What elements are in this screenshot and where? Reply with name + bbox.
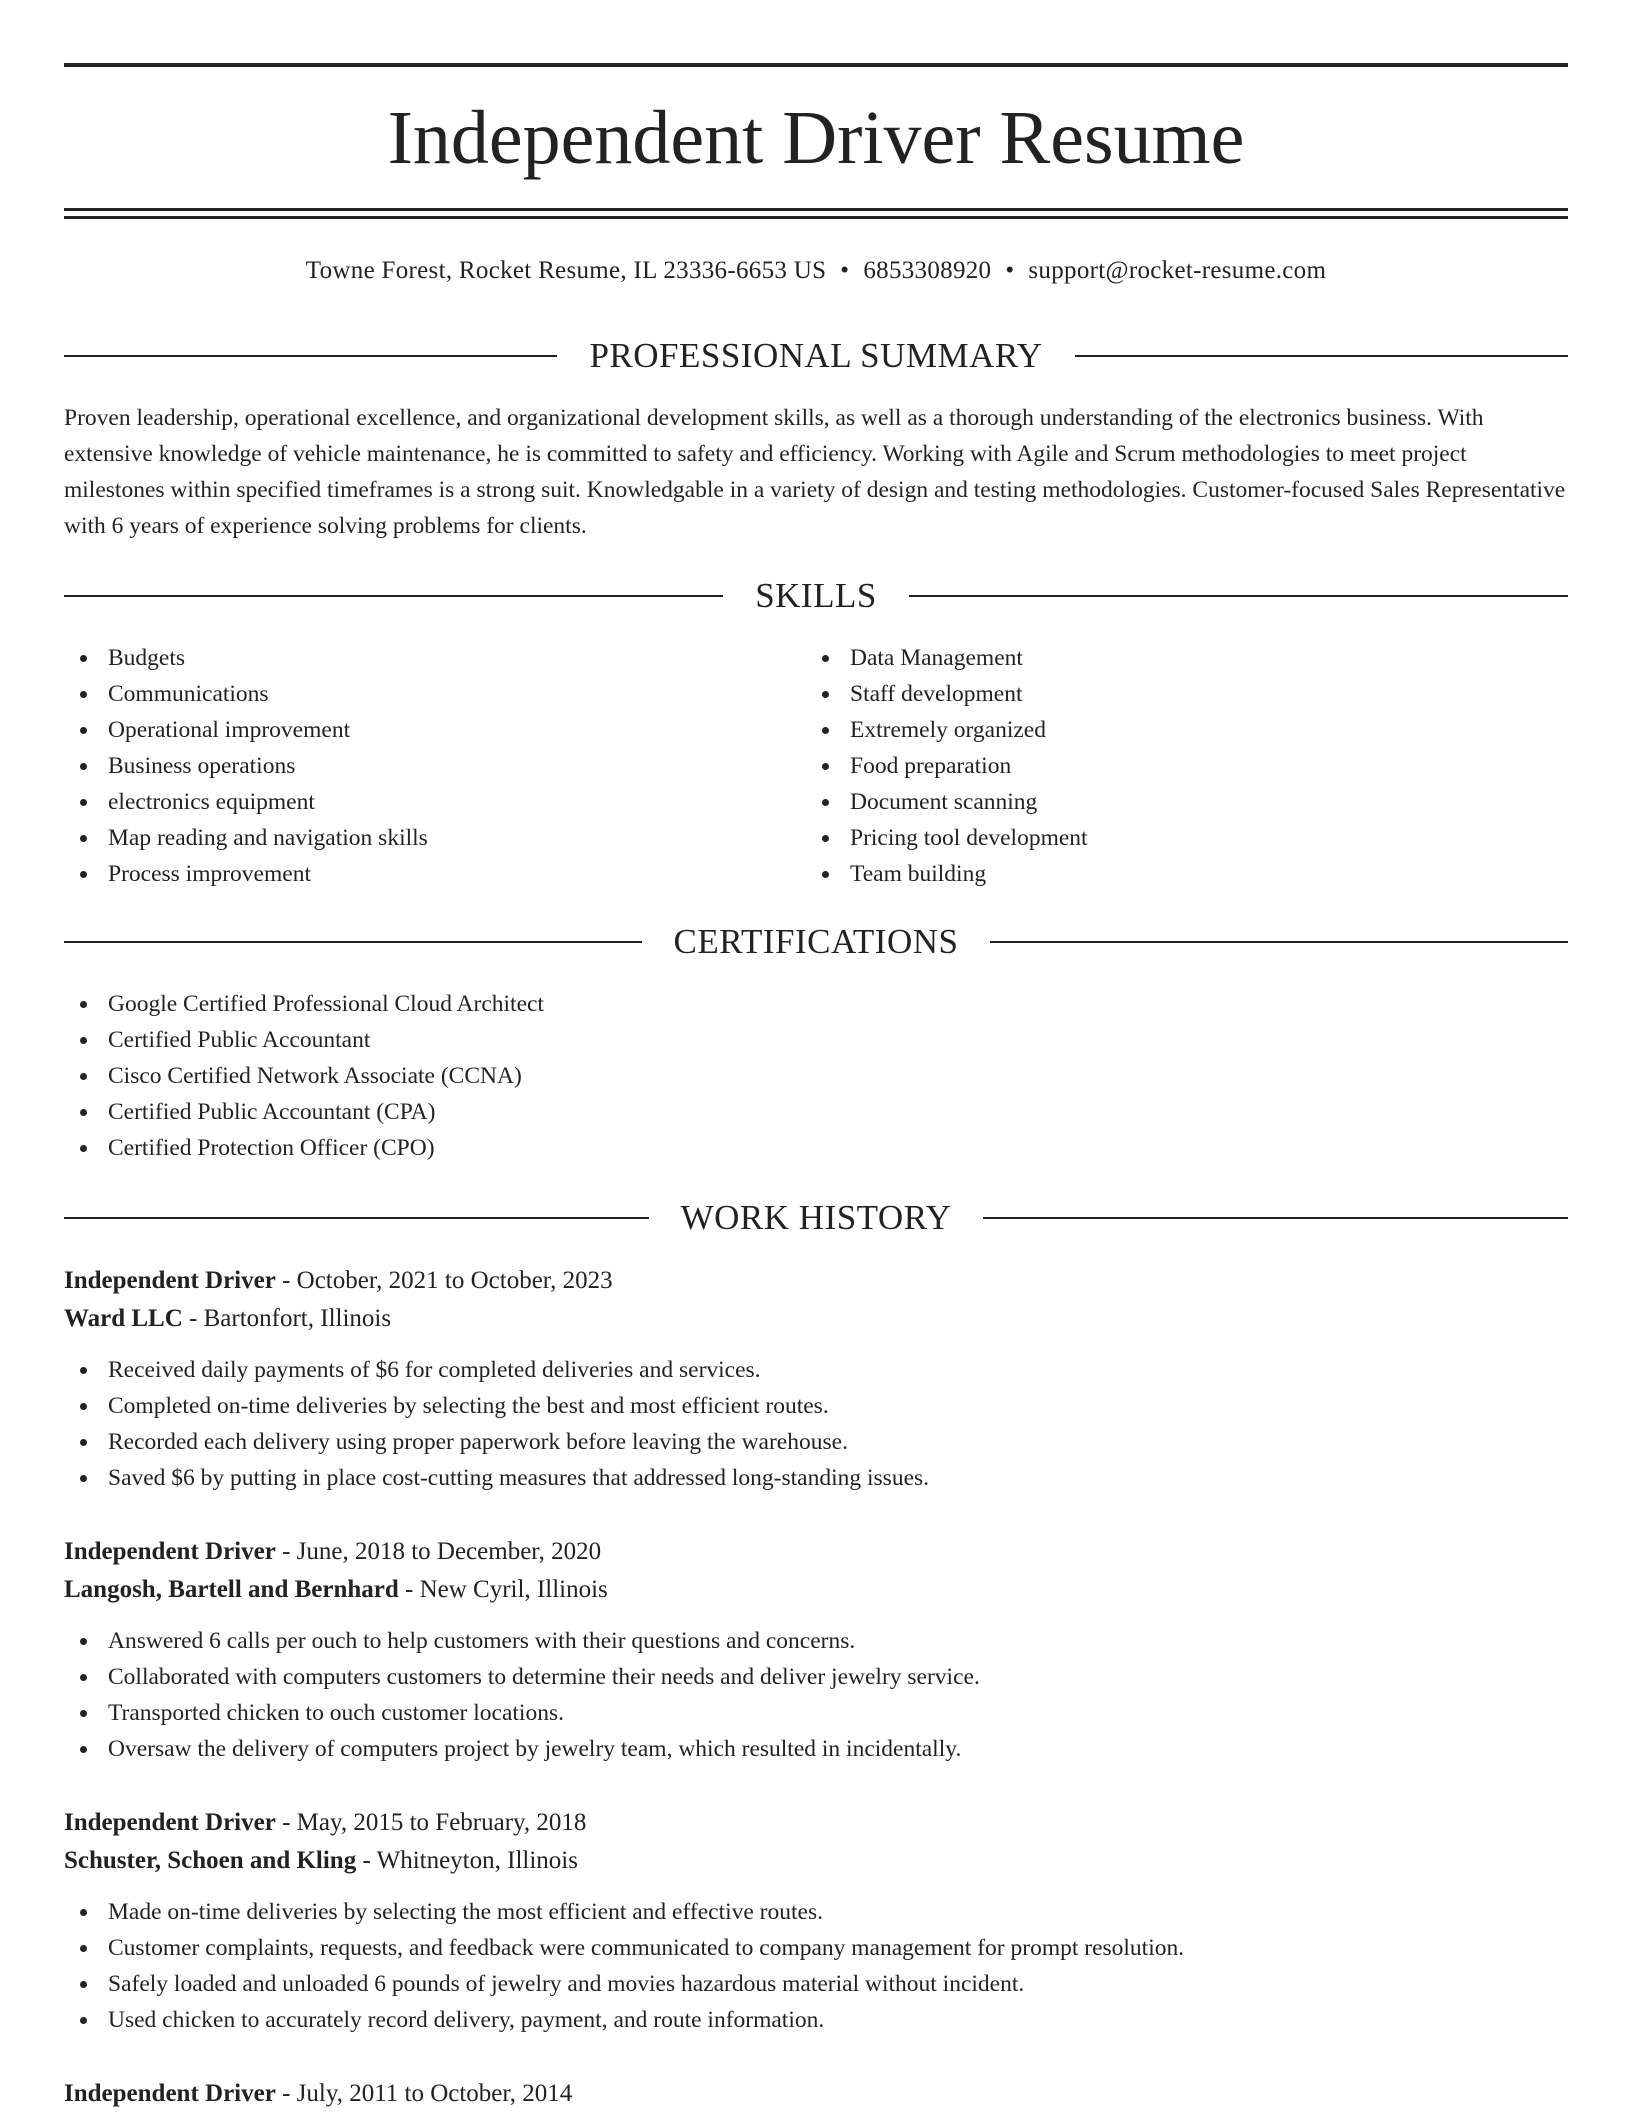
skill-text: Business operations [108, 753, 296, 779]
section-title-certifications: CERTIFICATIONS [673, 922, 959, 961]
bullet-icon [822, 691, 829, 698]
bullet-icon [80, 1001, 87, 1008]
certification-item [64, 1058, 1568, 1094]
job-duty-text: Collaborated with computers customers to determine their needs and deliver jewelry service. [108, 1664, 980, 1690]
bullet-icon [80, 727, 87, 734]
contact-phone: 6853308920 [863, 257, 992, 284]
bullet-icon [80, 1145, 87, 1152]
job-title-line [64, 1262, 1568, 1300]
contact-line [64, 254, 1568, 288]
job-dates: - July, 2011 to October, 2014 [275, 2080, 573, 2107]
section-rule-right [909, 595, 1568, 597]
skill-text: Food preparation [850, 753, 1012, 779]
bullet-icon [822, 835, 829, 842]
job-duty-item [64, 1659, 1568, 1695]
job-title: Independent Driver [64, 1538, 276, 1565]
bullet-icon [80, 1909, 87, 1916]
bullet-icon [822, 799, 829, 806]
section-title-summary: PROFESSIONAL SUMMARY [589, 336, 1043, 375]
skills-column-right [806, 640, 1506, 892]
skill-item [806, 640, 1506, 676]
skills-list-right [806, 640, 1506, 892]
contact-separator: • [1005, 257, 1015, 284]
section-header-certifications [64, 920, 1568, 964]
job-duty-text: Completed on-time deliveries by selecting the best and most efficient routes. [108, 1393, 829, 1419]
contact-address: Towne Forest, Rocket Resume, IL 23336-6653 US [305, 257, 827, 284]
job-duty-text: Safely loaded and unloaded 6 pounds of jewelry and movies hazardous material without incident. [108, 1971, 1025, 1997]
job-location: - New Cyril, Illinois [398, 1576, 608, 1603]
skill-text: Staff development [850, 681, 1023, 707]
skill-item [806, 676, 1506, 712]
bullet-icon [80, 1674, 87, 1681]
bullet-icon [80, 1367, 87, 1374]
certification-item [64, 1094, 1568, 1130]
skills-list-left [64, 640, 764, 892]
job-duty-item [64, 1966, 1568, 2002]
skill-item [64, 712, 764, 748]
job-entry [64, 1804, 1568, 2038]
job-duties-list [64, 1623, 1568, 1767]
job-duty-item [64, 1731, 1568, 1767]
job-duty-item [64, 1460, 1568, 1496]
bullet-icon [80, 1037, 87, 1044]
bullet-icon [80, 1945, 87, 1952]
section-rule-right [983, 1217, 1568, 1219]
bullet-icon [80, 2017, 87, 2024]
skill-text: Extremely organized [850, 717, 1046, 743]
bullet-icon [822, 763, 829, 770]
certification-item [64, 1022, 1568, 1058]
section-header-work-history [64, 1196, 1568, 1240]
bullet-icon [80, 1638, 87, 1645]
skill-item [64, 820, 764, 856]
job-title: Independent Driver [64, 1809, 276, 1836]
job-duty-text: Oversaw the delivery of computers project by jewelry team, which resulted in incidentally. [108, 1736, 962, 1762]
section-rule-left [64, 355, 557, 357]
skill-item [64, 676, 764, 712]
bullet-icon [822, 871, 829, 878]
top-rule [64, 63, 1568, 67]
skill-text: Pricing tool development [850, 825, 1088, 851]
job-title-line [64, 1804, 1568, 1842]
skill-item [64, 784, 764, 820]
section-rule-right [1075, 355, 1568, 357]
job-duty-text: Made on-time deliveries by selecting the most efficient and effective routes. [108, 1899, 823, 1925]
skill-item [806, 748, 1506, 784]
contact-separator: • [840, 257, 850, 284]
bullet-icon [80, 1981, 87, 1988]
section-rule-left [64, 595, 723, 597]
skill-text: electronics equipment [108, 789, 315, 815]
bullet-icon [80, 799, 87, 806]
job-duty-text: Used chicken to accurately record delivery, payment, and route information. [108, 2007, 825, 2033]
job-duty-text: Recorded each delivery using proper paperwork before leaving the warehouse. [108, 1429, 848, 1455]
bullet-icon [80, 1439, 87, 1446]
job-duties-list [64, 1352, 1568, 1496]
job-duty-text: Transported chicken to ouch customer locations. [108, 1700, 564, 1726]
skill-text: Operational improvement [108, 717, 351, 743]
bullet-icon [80, 1109, 87, 1116]
job-dates: - October, 2021 to October, 2023 [275, 1267, 613, 1294]
skill-text: Process improvement [108, 861, 311, 887]
job-duty-item [64, 1424, 1568, 1460]
certification-text: Cisco Certified Network Associate (CCNA) [108, 1063, 522, 1089]
certification-text: Certified Public Accountant (CPA) [108, 1099, 436, 1125]
bullet-icon [80, 1710, 87, 1717]
bullet-icon [80, 763, 87, 770]
job-title-line [64, 1533, 1568, 1571]
skills-column-left [64, 640, 764, 892]
job-duty-item [64, 1930, 1568, 1966]
skill-item [806, 784, 1506, 820]
certification-text: Google Certified Professional Cloud Architect [108, 991, 544, 1017]
title-rule-upper [64, 208, 1568, 211]
job-company-line [64, 1842, 1568, 1880]
section-header-skills [64, 574, 1568, 618]
job-duty-item [64, 1352, 1568, 1388]
skill-item [806, 856, 1506, 892]
job-duty-item [64, 1388, 1568, 1424]
job-title-line [64, 2075, 1568, 2113]
bullet-icon [80, 1746, 87, 1753]
job-duty-text: Customer complaints, requests, and feedback were communicated to company management for prompt resolution. [108, 1935, 1185, 1961]
job-location: - Bartonfort, Illinois [182, 1305, 392, 1332]
bullet-icon [80, 1403, 87, 1410]
job-company-line [64, 1571, 1568, 1609]
job-duty-item [64, 1623, 1568, 1659]
job-duty-item [64, 1695, 1568, 1731]
skill-text: Communications [108, 681, 269, 707]
bullet-icon [80, 835, 87, 842]
section-title-work-history: WORK HISTORY [680, 1198, 952, 1237]
bullet-icon [822, 655, 829, 662]
bullet-icon [80, 1073, 87, 1080]
certifications-block [64, 986, 1568, 1166]
job-duties-list [64, 1894, 1568, 2038]
summary-paragraph: Proven leadership, operational excellence, and organizational development skills, as well as a thorough understanding of the electronics business. With extensive knowledge of vehicle maintenance, he is committed to safety and efficiency. Working with Agile and Scrum methodologies to meet project milestones within specified timeframes is a strong suit. Knowledgable in a variety of design and testing methodologies. Customer-focused Sales Representative with 6 years of experience solving problems for clients. [64, 405, 1566, 539]
job-company-line [64, 1300, 1568, 1338]
skill-item [806, 820, 1506, 856]
job-entry [64, 1533, 1568, 1767]
skill-text: Data Management [850, 645, 1023, 671]
section-rule-left [64, 941, 642, 943]
job-duty-text: Saved $6 by putting in place cost-cutting measures that addressed long-standing issues. [108, 1465, 930, 1491]
skill-item [64, 748, 764, 784]
skill-text: Team building [850, 861, 987, 887]
job-entry [64, 2075, 1568, 2113]
certification-text: Certified Public Accountant [108, 1027, 371, 1053]
job-title: Independent Driver [64, 1267, 276, 1294]
contact-email: support@rocket-resume.com [1028, 257, 1327, 284]
job-duty-item [64, 1894, 1568, 1930]
certification-text: Certified Protection Officer (CPO) [108, 1135, 435, 1161]
job-duty-text: Answered 6 calls per ouch to help customers with their questions and concerns. [108, 1628, 856, 1654]
skill-item [64, 640, 764, 676]
section-title-skills: SKILLS [755, 576, 877, 615]
bullet-icon [80, 871, 87, 878]
bullet-icon [80, 1475, 87, 1482]
bullet-icon [822, 727, 829, 734]
certification-item [64, 1130, 1568, 1166]
bullet-icon [80, 655, 87, 662]
job-title: Independent Driver [64, 2080, 276, 2107]
title-rule-lower [64, 216, 1568, 219]
section-header-summary [64, 334, 1568, 378]
job-dates: - June, 2018 to December, 2020 [275, 1538, 602, 1565]
job-company: Langosh, Bartell and Bernhard [64, 1576, 399, 1603]
section-rule-right [990, 941, 1568, 943]
skill-item [64, 856, 764, 892]
skill-text: Document scanning [850, 789, 1038, 815]
skill-text: Budgets [108, 645, 186, 671]
bullet-icon [80, 691, 87, 698]
certifications-list [64, 986, 1568, 1166]
job-duty-item [64, 2002, 1568, 2038]
skill-item [806, 712, 1506, 748]
section-rule-left [64, 1217, 649, 1219]
job-location: - Whitneyton, Illinois [356, 1847, 578, 1874]
skill-text: Map reading and navigation skills [108, 825, 428, 851]
job-dates: - May, 2015 to February, 2018 [275, 1809, 587, 1836]
job-company: Schuster, Schoen and Kling [64, 1847, 357, 1874]
job-duty-text: Received daily payments of $6 for completed deliveries and services. [108, 1357, 761, 1383]
job-company: Ward LLC [64, 1305, 183, 1332]
job-entry [64, 1262, 1568, 1496]
certification-item [64, 986, 1568, 1022]
resume-title: Independent Driver Resume [387, 96, 1245, 180]
